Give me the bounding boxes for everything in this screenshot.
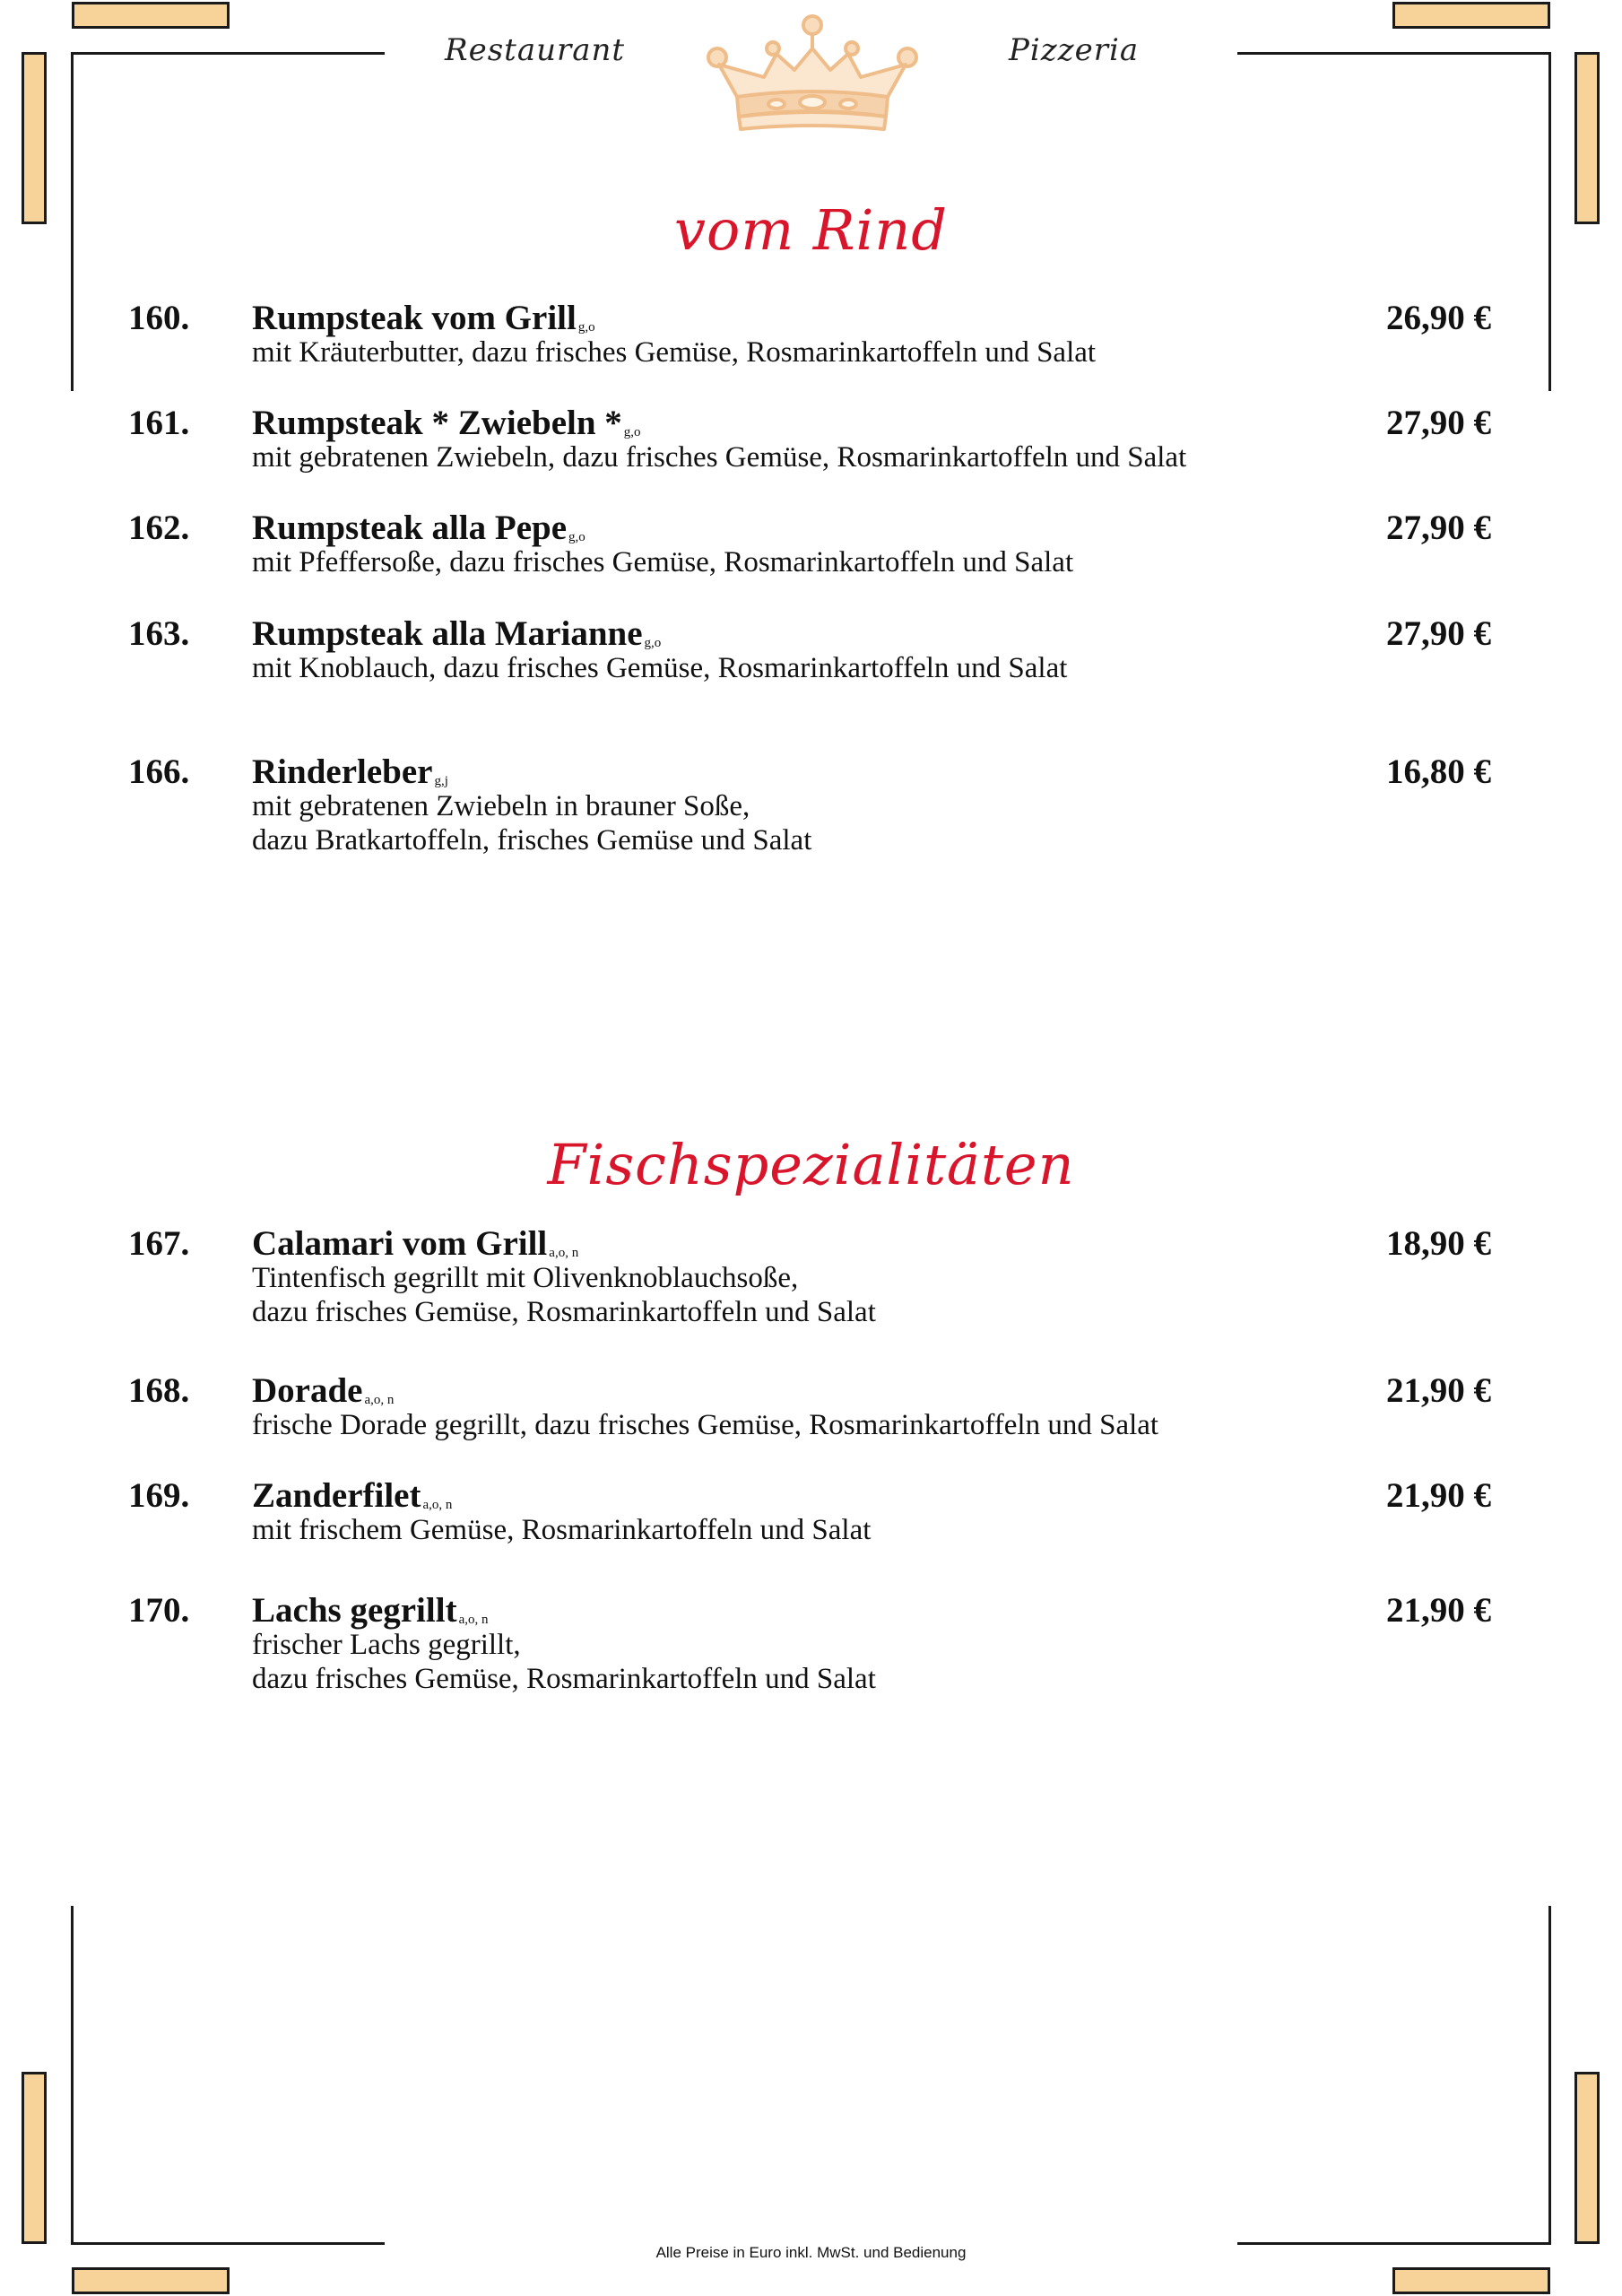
item-price: 18,90 €	[1386, 1224, 1491, 1263]
item-description: mit Knoblauch, dazu frisches Gemüse, Rosmarinkartoffeln und Salat	[252, 652, 1068, 684]
item-description: mit Pfeffersoße, dazu frisches Gemüse, Rosmarinkartoffeln und Salat	[252, 546, 1074, 578]
item-allergens: g,j	[434, 774, 448, 788]
item-price: 21,90 €	[1386, 1476, 1491, 1515]
item-price: 27,90 €	[1386, 404, 1491, 442]
frame-line-bottom-right-v	[1548, 1906, 1551, 2245]
brand-restaurant: Restaurant	[445, 32, 626, 68]
item-number: 162.	[128, 509, 190, 547]
section-title-vom-rind: vom Rind	[674, 197, 948, 263]
item-description: mit gebratenen Zwiebeln in brauner Soße, dazu Bratkartoffeln, frisches Gemüse und Salat	[252, 790, 812, 857]
frame-bar-bottom-right	[1392, 2267, 1550, 2294]
frame-bar-left-bottom	[22, 2072, 47, 2244]
item-number: 169.	[128, 1476, 190, 1515]
frame-bar-top-right	[1392, 2, 1550, 29]
item-name: Calamari vom Grill $_{a,o, n}$	[252, 1224, 579, 1263]
item-number: 166.	[128, 752, 190, 791]
frame-line-bottom-left-v	[71, 1906, 74, 2245]
footer-note: Alle Preise in Euro inkl. MwSt. und Bedienung	[655, 2244, 967, 2261]
item-allergens: g,o	[577, 320, 595, 335]
item-allergens: a,o, n	[549, 1246, 579, 1260]
item-name: Rumpsteak * Zwiebeln * $_{g,o}$	[252, 404, 641, 442]
item-description: mit gebratenen Zwiebeln, dazu frisches Gemüse, Rosmarinkartoffeln und Salat	[252, 441, 1187, 474]
item-description: Tintenfisch gegrillt mit Olivenknoblauchsoße, dazu frisches Gemüse, Rosmarinkartoffeln und Salat	[252, 1262, 876, 1328]
frame-bar-bottom-left	[72, 2267, 230, 2294]
item-allergens: a,o, n	[422, 1498, 453, 1512]
item-price: 27,90 €	[1386, 614, 1491, 653]
item-number: 170.	[128, 1591, 190, 1630]
item-name: Rumpsteak alla Marianne $_{g,o}$	[252, 614, 662, 653]
frame-line-top-left-h	[71, 52, 385, 55]
item-number: 160.	[128, 299, 190, 337]
item-allergens: a,o, n	[458, 1613, 489, 1627]
item-price: 27,90 €	[1386, 509, 1491, 547]
frame-line-top-right-h	[1237, 52, 1551, 55]
section-title-fischspezialitaeten: Fischspezialitäten	[547, 1132, 1075, 1197]
item-allergens: g,o	[623, 425, 641, 439]
brand-pizzeria: Pizzeria	[1009, 32, 1140, 68]
item-price: 21,90 €	[1386, 1371, 1491, 1410]
item-name: Dorade $_{a,o, n}$	[252, 1371, 395, 1410]
item-number: 167.	[128, 1224, 190, 1263]
frame-bar-top-left	[72, 2, 230, 29]
item-price: 26,90 €	[1386, 299, 1491, 337]
item-name: Rinderleber $_{g,j}$	[252, 752, 448, 791]
item-allergens: g,o	[644, 636, 662, 650]
frame-bar-right-bottom	[1574, 2072, 1600, 2244]
item-name: Zanderfilet $_{a,o, n}$	[252, 1476, 453, 1515]
item-number: 161.	[128, 404, 190, 442]
item-price: 16,80 €	[1386, 752, 1491, 791]
item-allergens: g,o	[568, 530, 585, 544]
item-description: mit frischem Gemüse, Rosmarinkartoffeln und Salat	[252, 1514, 872, 1546]
crown-logo-icon	[701, 7, 924, 142]
item-price: 21,90 €	[1386, 1591, 1491, 1630]
item-description: frischer Lachs gegrillt, dazu frisches Gemüse, Rosmarinkartoffeln und Salat	[252, 1629, 876, 1695]
item-name: Rumpsteak vom Grill $_{g,o}$	[252, 299, 595, 337]
item-name: Lachs gegrillt $_{a,o, n}$	[252, 1591, 489, 1630]
item-description: mit Kräuterbutter, dazu frisches Gemüse, Rosmarinkartoffeln und Salat	[252, 336, 1097, 369]
item-allergens: a,o, n	[364, 1393, 395, 1407]
item-description: frische Dorade gegrillt, dazu frisches Gemüse, Rosmarinkartoffeln und Salat	[252, 1409, 1159, 1441]
item-number: 163.	[128, 614, 190, 653]
item-number: 168.	[128, 1371, 190, 1410]
item-name: Rumpsteak alla Pepe $_{g,o}$	[252, 509, 585, 547]
